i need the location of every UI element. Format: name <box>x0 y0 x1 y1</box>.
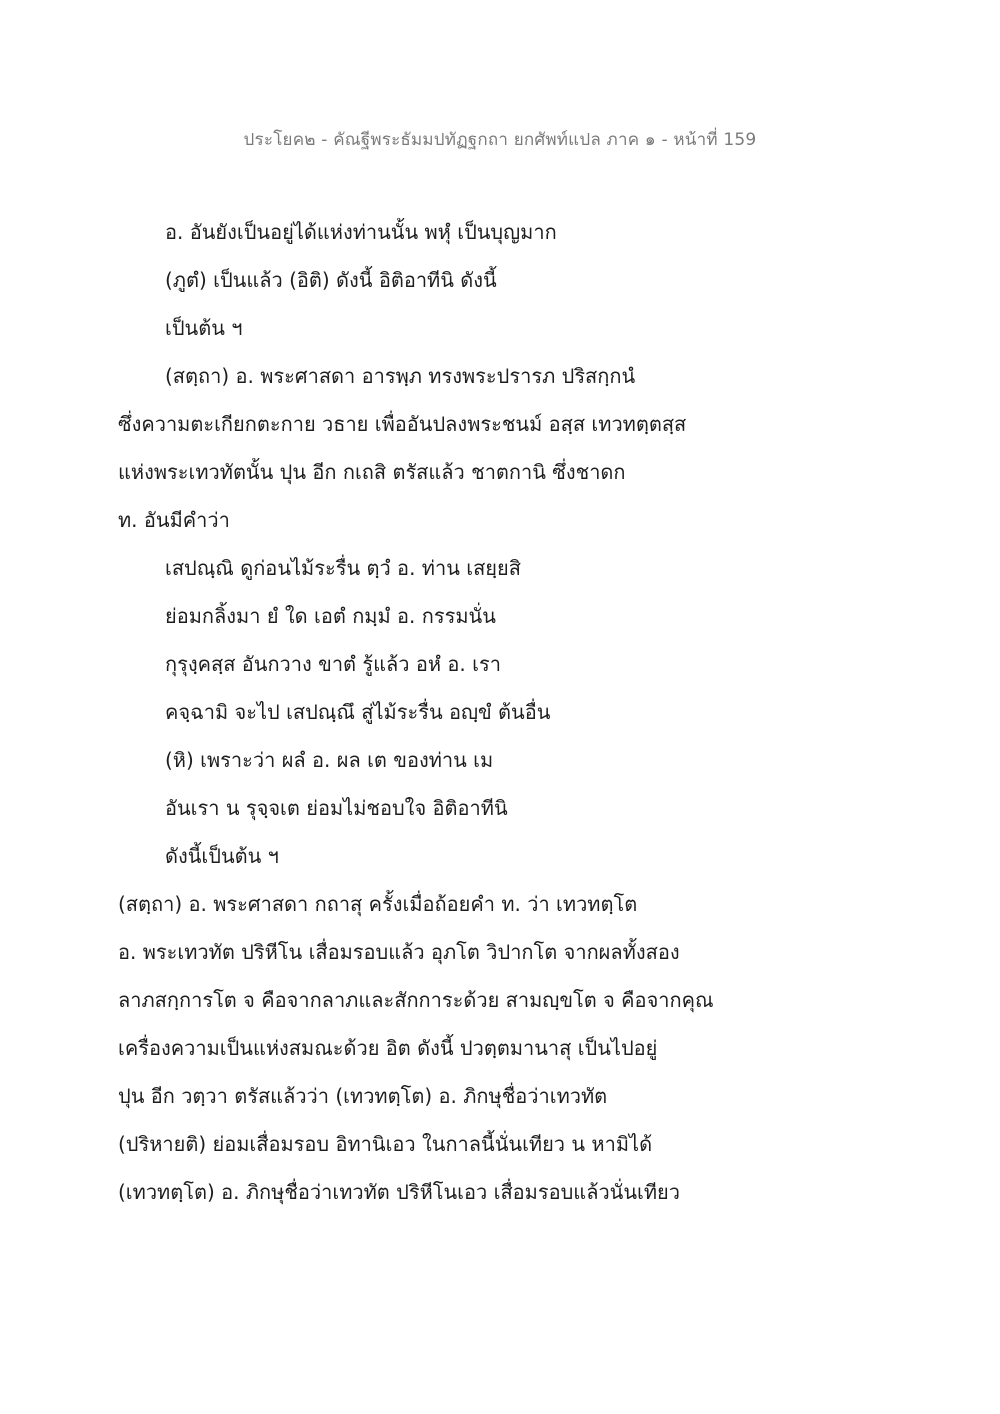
text-line: ปุน อีก วตฺวา ตรัสแล้วว่า (เทวทตฺโต) อ. ภิกษุชื่อว่าเทวทัต <box>118 1084 608 1108</box>
text-line: คจฺฉามิ จะไป เสปณฺณึ สู่ไม้ระรื่น อญฺขํ ต้นอื่น <box>165 700 551 724</box>
text-line: ท. อันมีคำว่า <box>118 508 230 532</box>
text-line: อ. อันยังเป็นอยู่ได้แห่งท่านนั้น พหุํ เป็นบุญมาก <box>165 220 557 244</box>
text-line: (ภูตํ) เป็นแล้ว (อิติ) ดังนี้ อิติอาทีนิ ดังนี้ <box>165 268 497 292</box>
text-line: (หิ) เพราะว่า ผลํ อ. ผล เต ของท่าน เม <box>165 748 494 772</box>
text-line: เป็นต้น ฯ <box>165 316 243 340</box>
text-line: ลาภสกฺการโต จ คือจากลาภและสักการะด้วย สามญฺขโต จ คือจากคุณ <box>118 988 714 1012</box>
text-line: เครื่องความเป็นแห่งสมณะด้วย อิต ดังนี้ ปวตฺตมานาสุ เป็นไปอยู่ <box>118 1036 658 1060</box>
text-line: ย่อมกลิ้งมา ยํ ใด เอตํ กมฺมํ อ. กรรมนั่น <box>165 604 496 628</box>
text-line: ซึ่งความตะเกียกตะกาย วธาย เพื่ออันปลงพระชนม์ อสฺส เทวทตฺตสฺส <box>118 412 687 436</box>
text-line: แห่งพระเทวทัตนั้น ปุน อีก กเถสิ ตรัสแล้ว ชาตกานิ ซึ่งชาดก <box>118 460 626 484</box>
text-line: อันเรา น รุจฺจเต ย่อมไม่ชอบใจ อิติอาทีนิ <box>165 796 508 820</box>
text-line: (สตฺถา) อ. พระศาสดา อารพฺภ ทรงพระปรารภ ปริสกฺกนํ <box>165 364 636 388</box>
page-header: ประโยค๒ - คัณฐีพระธัมมปทัฏฐกถา ยกศัพท์แปล ภาค ๑ - หน้าที่ 159 <box>243 130 757 150</box>
text-line: (สตฺถา) อ. พระศาสดา กถาสุ ครั้งเมื่อถ้อยคำ ท. ว่า เทวทตฺโต <box>118 892 638 916</box>
text-line: (เทวทตฺโต) อ. ภิกษุชื่อว่าเทวทัต ปริหีโนเอว เสื่อมรอบแล้วนั่นเทียว <box>118 1180 680 1204</box>
text-line: อ. พระเทวทัต ปริหีโน เสื่อมรอบแล้ว อุภโต วิปากโต จากผลทั้งสอง <box>118 940 680 964</box>
text-line: (ปริหายติ) ย่อมเสื่อมรอบ อิทานิเอว ในกาลนี้นั่นเทียว น หามิได้ <box>118 1132 653 1156</box>
text-line: เสปณฺณิ ดูก่อนไม้ระรื่น ตฺวํ อ. ท่าน เสยฺยสิ <box>165 556 521 580</box>
text-line: ดังนี้เป็นต้น ฯ <box>165 844 279 868</box>
text-line: กุรุงฺคสฺส อันกวาง ขาตํ รู้แล้ว อหํ อ. เรา <box>165 652 501 676</box>
